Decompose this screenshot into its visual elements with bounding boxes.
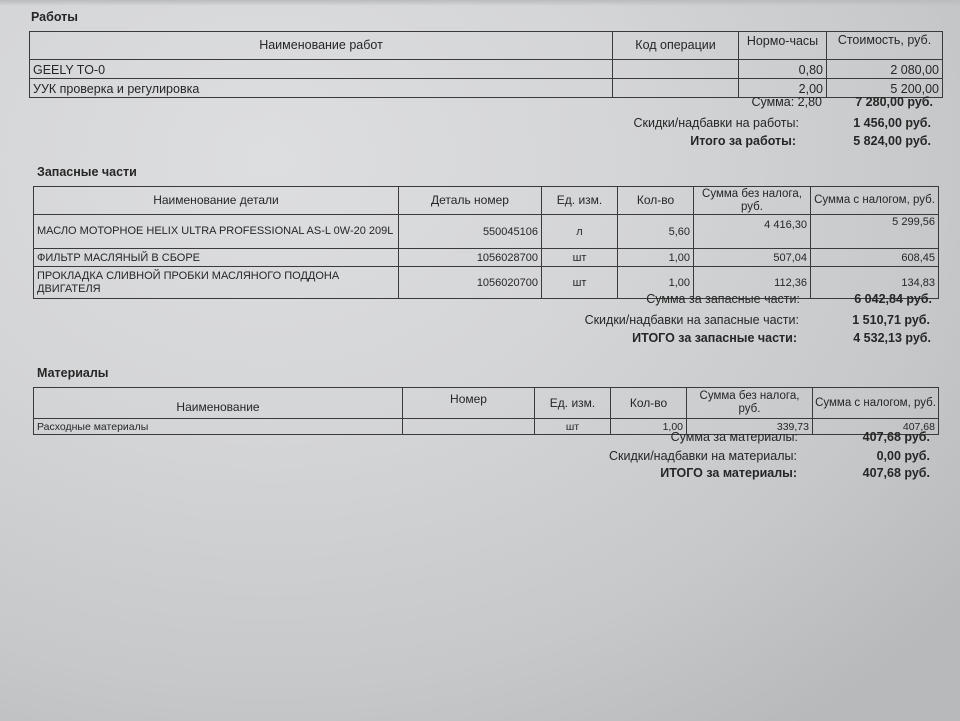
works-sum-value: 7 280,00 руб.: [855, 95, 933, 109]
materials-section-title: Материалы: [37, 366, 109, 380]
works-header-name: Наименование работ: [30, 32, 613, 60]
materials-sum-value: 407,68 руб.: [862, 430, 930, 444]
table-row: [30, 60, 943, 79]
part-net: 507,04: [694, 249, 811, 267]
part-gross: 5 299,56: [811, 215, 939, 249]
table-row: [34, 215, 939, 249]
parts-total-label: ИТОГО за запасные части:: [632, 331, 797, 345]
work-code: [613, 60, 739, 79]
works-section-title: Работы: [31, 10, 78, 24]
materials-discount-value: 0,00 руб.: [876, 449, 930, 463]
materials-header-qty: Кол-во: [611, 388, 687, 419]
materials-total-label: ИТОГО за материалы:: [660, 466, 797, 480]
parts-header-row: [34, 187, 939, 215]
work-code: [613, 79, 739, 98]
part-gross: 608,45: [811, 249, 939, 267]
works-discount-label: Скидки/надбавки на работы:: [633, 116, 799, 130]
parts-header-unit: Ед. изм.: [542, 187, 618, 215]
part-qty: 1,00: [618, 267, 694, 299]
materials-header-row: [34, 388, 939, 419]
part-net: 4 416,30: [694, 215, 811, 249]
works-sum-label: Сумма: 2,80: [751, 95, 822, 109]
materials-header-gross: Сумма с налогом, руб.: [813, 388, 939, 419]
table-row: [34, 249, 939, 267]
parts-discount-label: Скидки/надбавки на запасные части:: [584, 313, 799, 327]
parts-header-qty: Кол-во: [618, 187, 694, 215]
materials-table: [33, 387, 939, 435]
part-net: 112,36: [694, 267, 811, 299]
part-number: 1056020700: [399, 267, 542, 299]
parts-header-net: Сумма без налога, руб.: [694, 187, 811, 215]
materials-discount-label: Скидки/надбавки на материалы:: [608, 449, 797, 463]
part-unit: шт: [542, 249, 618, 267]
parts-sum-value: 6 042,84 руб.: [854, 292, 932, 306]
works-discount-value: 1 456,00 руб.: [853, 116, 931, 130]
materials-header-net: Сумма без налога, руб.: [687, 388, 813, 419]
parts-section-title: Запасные части: [37, 165, 137, 179]
material-net: 339,73: [687, 419, 813, 435]
paper-top-edge: [0, 0, 960, 6]
parts-header-name: Наименование детали: [34, 187, 399, 215]
work-hours: 0,80: [739, 60, 827, 79]
work-cost: 5 200,00: [827, 79, 943, 98]
material-name: Расходные материалы: [34, 419, 403, 435]
parts-header-gross: Сумма с налогом, руб.: [811, 187, 939, 215]
table-row: [34, 419, 939, 435]
works-header-hours: Нормо-часы: [739, 32, 827, 60]
part-number: 550045106: [399, 215, 542, 249]
works-header-row: [30, 32, 943, 60]
material-gross: 407,68: [813, 419, 939, 435]
part-unit: л: [542, 215, 618, 249]
works-header-code: Код операции: [613, 32, 739, 60]
part-qty: 5,60: [618, 215, 694, 249]
part-qty: 1,00: [618, 249, 694, 267]
materials-header-number: Номер: [403, 388, 535, 419]
parts-table: [33, 186, 939, 299]
part-name: ФИЛЬТР МАСЛЯНЫЙ В СБОРЕ: [34, 249, 399, 267]
part-name: ПРОКЛАДКА СЛИВНОЙ ПРОБКИ МАСЛЯНОГО ПОДДОНА ДВИГАТЕЛЯ: [34, 267, 399, 299]
work-name: УУК проверка и регулировка: [30, 79, 613, 98]
part-number: 1056028700: [399, 249, 542, 267]
part-name: МАСЛО МОТОРНОЕ HELIX ULTRA PROFESSIONAL AS-L 0W-20 209L: [34, 215, 399, 249]
part-unit: шт: [542, 267, 618, 299]
materials-header-unit: Ед. изм.: [535, 388, 611, 419]
parts-header-number: Деталь номер: [399, 187, 542, 215]
work-hours: 2,00: [739, 79, 827, 98]
material-qty: 1,00: [611, 419, 687, 435]
works-header-cost: Стоимость, руб.: [827, 32, 943, 60]
works-total-label: Итого за работы:: [690, 134, 796, 148]
works-total-value: 5 824,00 руб.: [853, 134, 931, 148]
materials-sum-label: Сумма за материалы:: [670, 430, 798, 444]
materials-total-value: 407,68 руб.: [862, 466, 930, 480]
materials-header-name: Наименование: [34, 388, 403, 419]
parts-sum-label: Сумма за запасные части:: [646, 292, 800, 306]
parts-total-value: 4 532,13 руб.: [853, 331, 931, 345]
material-number: [403, 419, 535, 435]
work-cost: 2 080,00: [827, 60, 943, 79]
table-row: [34, 267, 939, 299]
parts-discount-value: 1 510,71 руб.: [852, 313, 930, 327]
works-table: [29, 31, 943, 98]
work-name: GEELY TO-0: [30, 60, 613, 79]
part-gross: 134,83: [811, 267, 939, 299]
material-unit: шт: [535, 419, 611, 435]
